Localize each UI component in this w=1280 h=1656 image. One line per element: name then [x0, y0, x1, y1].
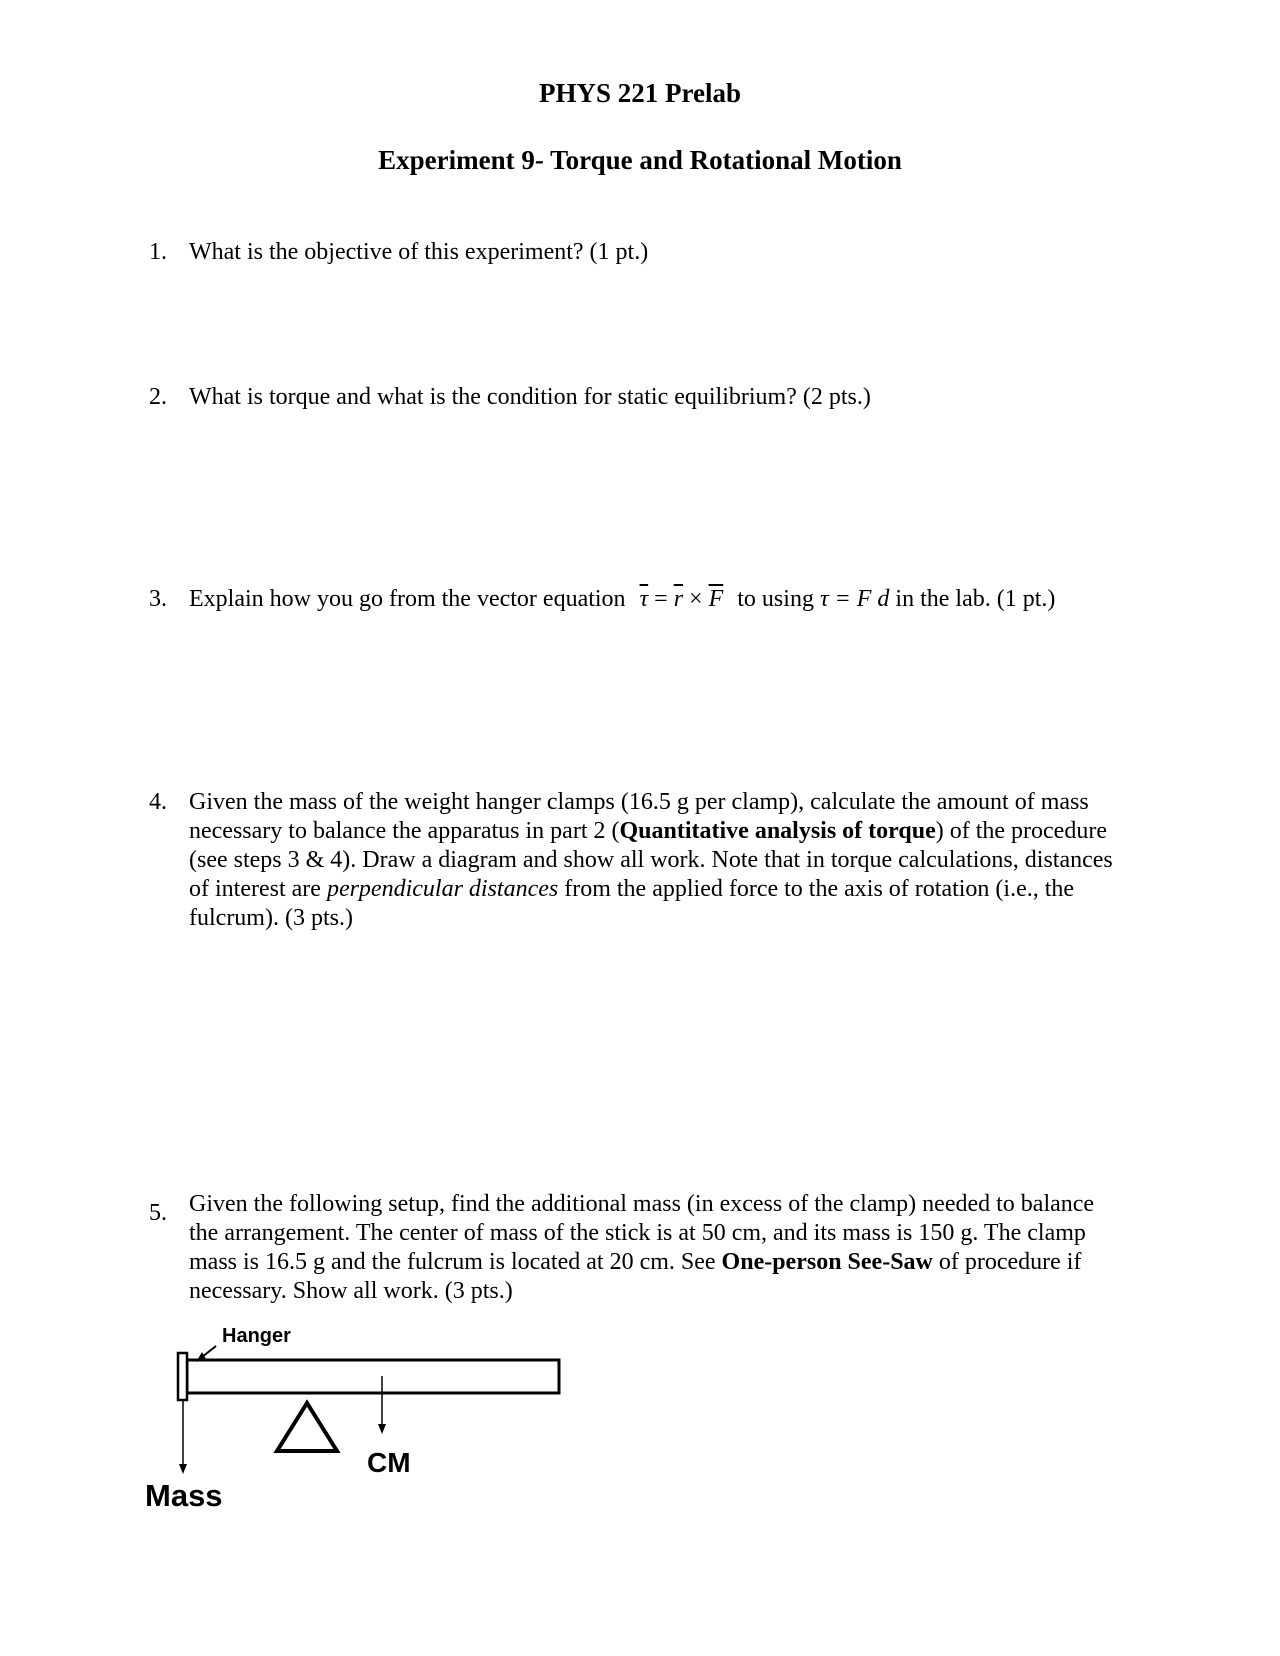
- cross-product-sign: ×: [689, 586, 703, 612]
- see-saw-diagram: [140, 1320, 610, 1570]
- question-text: [189, 788, 1129, 933]
- torque-vector-symbol: $\overline{\tau}$: [639, 586, 649, 612]
- course-title: PHYS 221 Prelab: [539, 78, 741, 108]
- question-text-part: from the applied force to the axis of rotation (i.e., the fulcrum). (3 pts.): [189, 876, 1075, 931]
- question-text-part: ) of the procedure (see steps 3 & 4). Draw a diagram and show all work. Note that in torque calculations, distances of interest are: [189, 818, 1113, 902]
- hanger-label: Hanger: [222, 1325, 291, 1347]
- question-text: What is the objective of this experiment? (1 pt.): [189, 239, 649, 265]
- italic-term: perpendicular distances: [326, 876, 559, 902]
- question-number: 1.: [149, 239, 167, 265]
- force-vector-symbol: $\overline{F}$: [708, 586, 724, 612]
- cm-arrowhead: [378, 1424, 386, 1434]
- question-text-part: Given the mass of the weight hanger clamps (16.5 g per clamp), calculate the amount of mass necessary to balance the apparatus in part 2 (: [189, 789, 1089, 844]
- fulcrum-triangle: [277, 1403, 337, 1451]
- mass-arrowhead: [179, 1464, 187, 1474]
- question-text-middle: to using: [737, 586, 814, 612]
- hanger-pointer-arrow: [202, 1346, 216, 1357]
- question-text-after: in the lab. (1 pt.): [895, 586, 1056, 612]
- cm-label: CM: [367, 1447, 411, 1478]
- question-text: [189, 585, 1129, 614]
- question-number: 2.: [149, 384, 167, 410]
- question-text: What is torque and what is the condition for static equilibrium? (2 pts.): [189, 384, 871, 410]
- question-text-before: Explain how you go from the vector equation: [189, 586, 626, 612]
- question-5: [149, 1190, 1129, 1306]
- question-3: [149, 585, 1129, 614]
- bold-reference: One-person See-Saw: [721, 1249, 933, 1275]
- meter-stick: [187, 1360, 559, 1393]
- experiment-title: Experiment 9- Torque and Rotational Motion: [378, 145, 902, 175]
- question-text-part: Given the following setup, find the additional mass (in excess of the clamp) needed to balance the arrangement. The center of mass of the stick is at 50 cm, and its mass is 150 g. The clamp mass is 16.5 g and the fulcrum is located at 20 cm. See: [189, 1191, 1095, 1275]
- question-number: 3.: [149, 586, 167, 612]
- question-number: 5.: [149, 1200, 167, 1226]
- mass-label: Mass: [145, 1478, 223, 1513]
- question-text: [189, 1190, 1129, 1306]
- question-text-part: of procedure if necessary. Show all work. (3 pts.): [189, 1249, 1082, 1304]
- position-vector-symbol: $\overline{r}$: [673, 586, 684, 612]
- equals-sign: =: [654, 586, 668, 612]
- question-2: [149, 383, 1129, 412]
- question-number: 4.: [149, 789, 167, 815]
- question-4: [149, 788, 1129, 933]
- hanger-clamp: [178, 1353, 187, 1400]
- question-1: [149, 238, 1129, 267]
- vector-equation: [640, 586, 724, 612]
- bold-reference: Quantitative analysis of torque: [619, 818, 936, 844]
- scalar-equation: τ = F d: [819, 586, 890, 612]
